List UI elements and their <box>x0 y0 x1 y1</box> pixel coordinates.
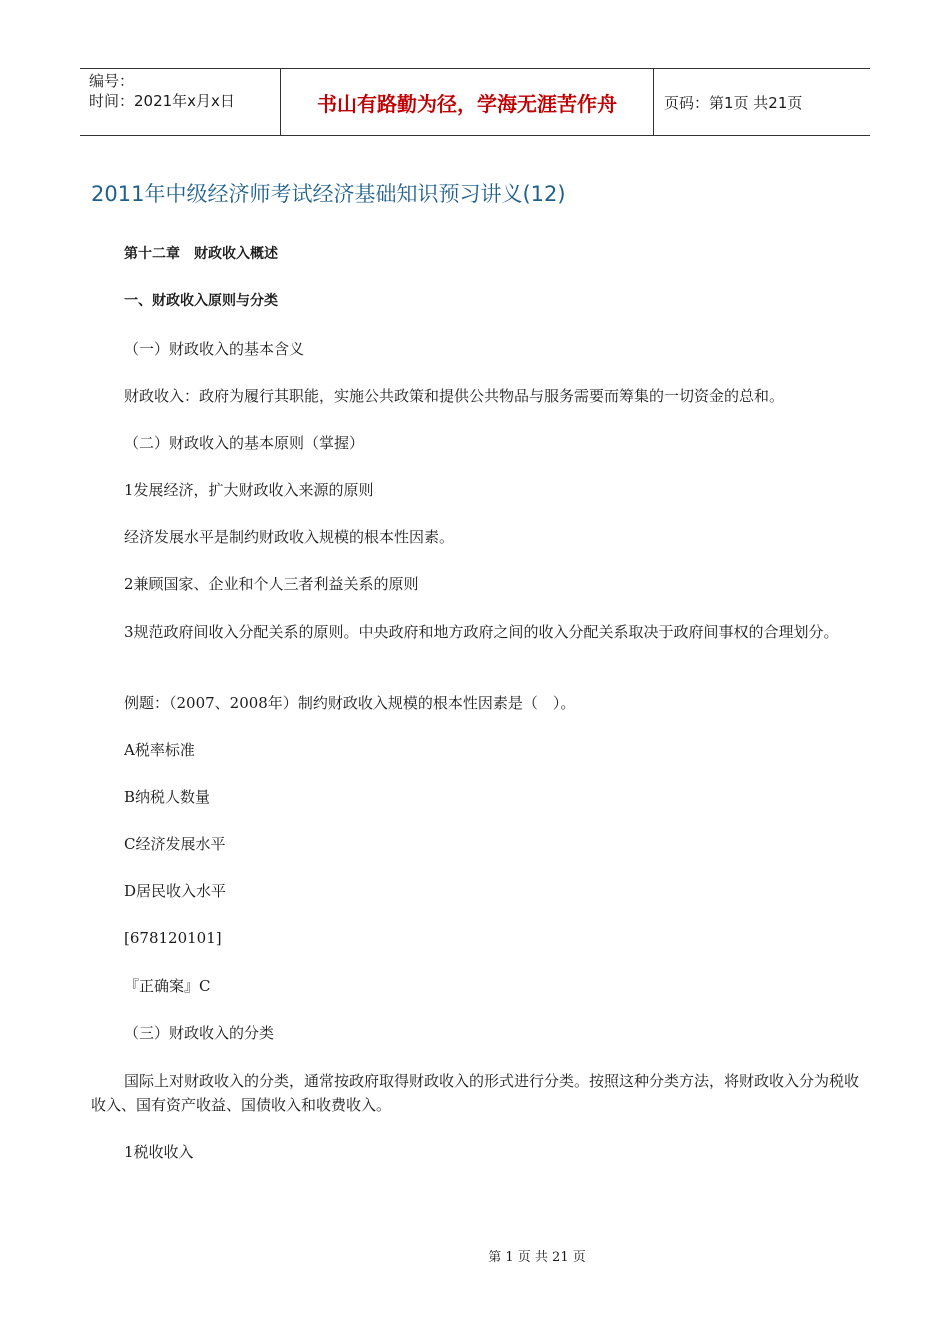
footer-page-number: 第 1 页 共 21 页 <box>488 1250 586 1265</box>
paragraph: 1税收收入 <box>124 1143 194 1161</box>
paragraph: 经济发展水平是制约财政收入规模的根本性因素。 <box>124 528 455 546</box>
option-a: A税率标准 <box>124 741 195 759</box>
header-table <box>80 68 870 136</box>
section-heading: 一、财政收入原则与分类 <box>124 293 278 309</box>
paragraph: 1发展经济，扩大财政收入来源的原则 <box>124 481 374 499</box>
date-label: 时间：2021年x月x日 <box>89 92 235 110</box>
paragraph: （一）财政收入的基本含义 <box>124 340 305 358</box>
header-page-cell <box>654 69 870 135</box>
paragraph: 3规范政府间收入分配关系的原则。中央政府和地方政府之间的收入分配关系取决于政府间事权的合理划分。 <box>124 623 839 641</box>
option-b: B纳税人数量 <box>124 788 211 806</box>
header-left-cell <box>80 69 281 135</box>
paragraph: （二）财政收入的基本原则（掌握） <box>124 434 365 452</box>
page-footer <box>0 1246 950 1265</box>
paragraph: 国际上对财政收入的分类，通常按政府取得财政收入的形式进行分类。按照这种分类方法，将财政收入分为税收收入、国有资产收益、国债收入和收费收入。 <box>91 1072 860 1114</box>
example-question: 例题：（2007、2008年）制约财政收入规模的根本性因素是（ ）。 <box>124 694 576 712</box>
answer: 『正确案』C <box>124 977 211 995</box>
paragraph: 财政收入：政府为履行其职能，实施公共政策和提供公共物品与服务需要而筹集的一切资金的总和。 <box>124 387 785 405</box>
header-motto-cell <box>281 69 654 135</box>
motto: 书山有路勤为径，学海无涯苦作舟 <box>317 91 617 116</box>
number-label: 编号： <box>89 72 135 90</box>
question-id: [678120101] <box>124 929 222 947</box>
paragraph: （三）财政收入的分类 <box>124 1024 275 1042</box>
option-c: C经济发展水平 <box>124 835 226 853</box>
option-d: D居民收入水平 <box>124 882 227 900</box>
document-title: 2011年中级经济师考试经济基础知识预习讲义(12) <box>91 182 566 206</box>
page-info: 页码：第1页 共21页 <box>664 93 803 112</box>
paragraph: 2兼顾国家、企业和个人三者利益关系的原则 <box>124 575 419 593</box>
chapter-heading: 第十二章 财政收入概述 <box>124 246 278 262</box>
